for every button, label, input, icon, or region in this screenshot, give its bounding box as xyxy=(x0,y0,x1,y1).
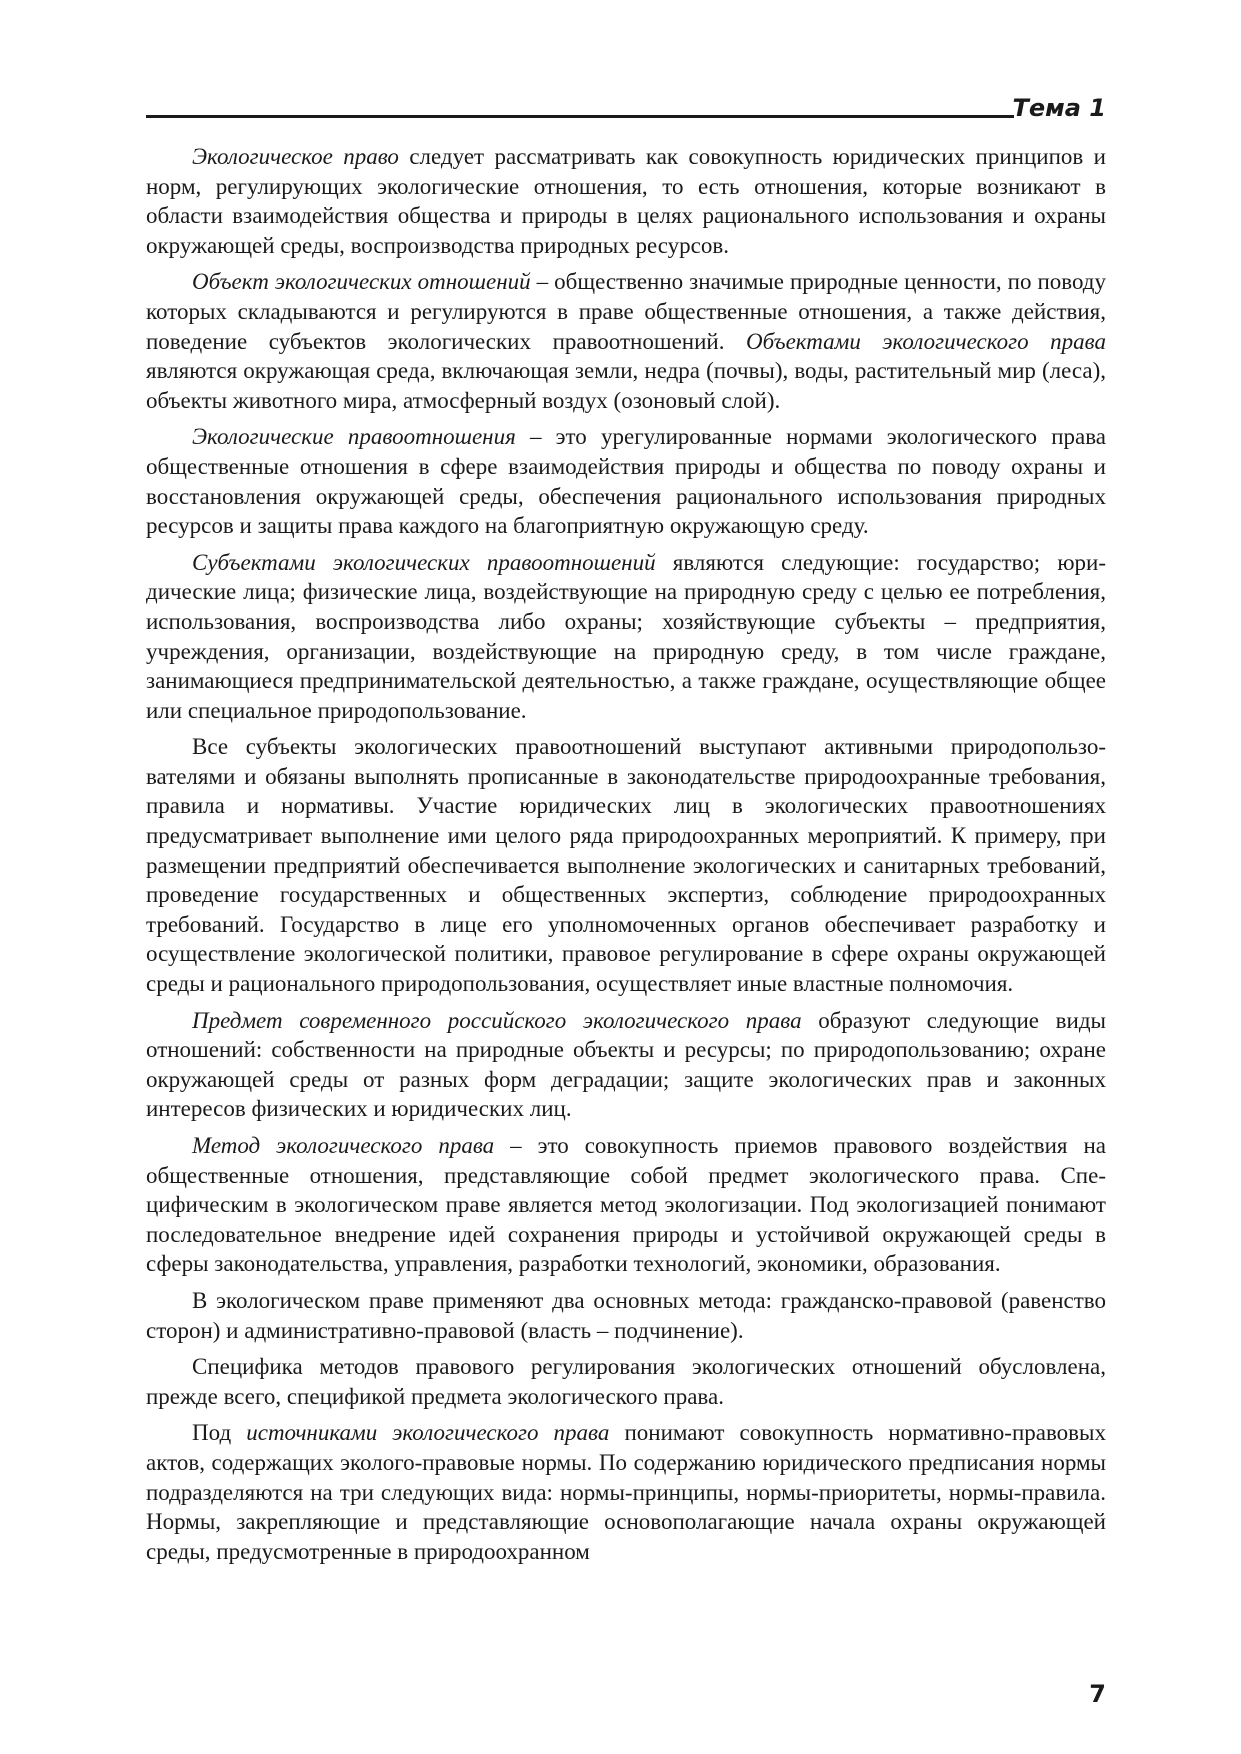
term-italic: Метод экологического права xyxy=(192,1133,495,1158)
term-italic: Предмет современного российского экологического права xyxy=(192,1007,802,1033)
topic-title: Тема 1 xyxy=(1012,94,1106,122)
text-segment: – это совокупность приемов правового воздействия на общественные отношения, представляющие собой предмет экологического права. Специфическим в экологическом праве является метод экологизации. Под экологизацией понимают последовательное внедрение идей сохранения природы и устойчивой окружающей среды в сферы законодательства, управления, разработки технологий, экономики, образования. xyxy=(146,1133,1106,1277)
paragraph xyxy=(146,1286,1106,1345)
running-header xyxy=(146,92,1106,122)
body-text xyxy=(146,142,1106,1573)
header-rule xyxy=(146,115,1014,118)
paragraph xyxy=(146,1131,1106,1279)
text-segment: являются следующие: государство; юридические лица; физические лица, воздействующие на природную среду с целью ее потребления, использования, воспроизводства либо охраны; хозяйствующие субъекты – предприятия, учреждения, организации, воздействующие на природную среду, в том числе граждане, занимающиеся предпринимательской деятельностью, а также граждане, осуществляющие общее или специальное природопользование. xyxy=(146,549,1106,723)
text-segment: Все субъекты экологических правоотношений выступают активными природопользователями и обязаны выполнять прописанные в законодательстве природоохранные требования, правила и нормативы. Участие юридических лиц в экологических правоотношениях предусматривает выполнение ими целого ряда природоохранных мероприятий. К примеру, при размещении предприятий обеспечивается выполнение экологических и санитарных требований, проведение государственных и общественных экспертиз, соблюдение природоохранных требований. Государство в лице его уполномоченных органов обеспечивает разработку и осуществление экологической политики, правовое регулирование в сфере охраны окружающей среды и рационального природопользования, осуществляет иные властные полномочия. xyxy=(146,734,1106,997)
paragraph xyxy=(146,548,1106,726)
text-segment: В экологическом праве применяют два основных метода: гражданско-правовой (равенство сторон) и административно-правовой (власть – подчинение). xyxy=(146,1287,1106,1343)
text-segment: – общественно значимые природные ценности, по поводу которых складываются и регулируются в праве общественные отношения, а также действия, поведение субъектов экологических правоотношений. xyxy=(146,269,1107,354)
term-italic: Экологические правоотношения xyxy=(192,424,516,450)
term-italic: Субъектами экологических правоотношений xyxy=(192,549,656,575)
text-segment: следует рассматривать как совокупность юридических принципов и норм, регулирующих экологические отношения, то есть отношения, которые возникают в области взаимодействия общества и природы в целях рационального использования и охраны окружающей среды, воспроизводства природных ресурсов. xyxy=(146,144,1106,258)
paragraph xyxy=(146,142,1106,260)
page-number: 7 xyxy=(1089,1680,1106,1708)
text-segment: Под xyxy=(192,1420,247,1446)
text-segment: образуют следующие виды отношений: собственности на природные объекты и ресурсы; по природопользованию; охране окружающей среды от разных форм деградации; защите экологических прав и законных интересов физических и юридических лиц. xyxy=(146,1007,1106,1122)
term-italic: Объект экологических отношений xyxy=(192,269,531,295)
text-segment: Специфика методов правового регулирования экологических отношений обусловлена, прежде всего, спецификой предмета экологического права. xyxy=(146,1354,1106,1409)
paragraph xyxy=(146,267,1106,415)
paragraph xyxy=(146,1352,1106,1411)
text-segment: – это урегулированные нормами экологического права общественные отношения в сфере взаимодействия природы и общества по поводу охраны и восстановления окружающей среды, обеспечения рационального использования природных ресурсов и защиты права каждого на благоприятную окружающую среду. xyxy=(146,424,1106,539)
term-italic: Объектами экологического права xyxy=(746,328,1106,354)
paragraph xyxy=(146,732,1106,998)
paragraph xyxy=(146,1006,1106,1124)
paragraph xyxy=(146,422,1106,540)
text-segment: являются окружающая среда, включающая земли, недра (почвы), воды, растительный мир (леса), объекты животного мира, атмосферный воздух (озоновый слой). xyxy=(146,358,1106,413)
text-segment: понимают совокупность нормативно-правовых актов, содержащих эколого-правовые нормы. По содержанию юридического предписания нормы подразделяются на три следующих вида: нормы-принципы, нормы-приоритеты, нормы-правила. Нормы, закрепляющие и представляющие основополагающие начала охраны окружающей среды, предусмотренные в природоохранном xyxy=(146,1420,1106,1564)
paragraph xyxy=(146,1418,1106,1566)
term-italic: Экологическое право xyxy=(192,144,399,169)
term-italic: источниками экологического права xyxy=(246,1420,610,1446)
